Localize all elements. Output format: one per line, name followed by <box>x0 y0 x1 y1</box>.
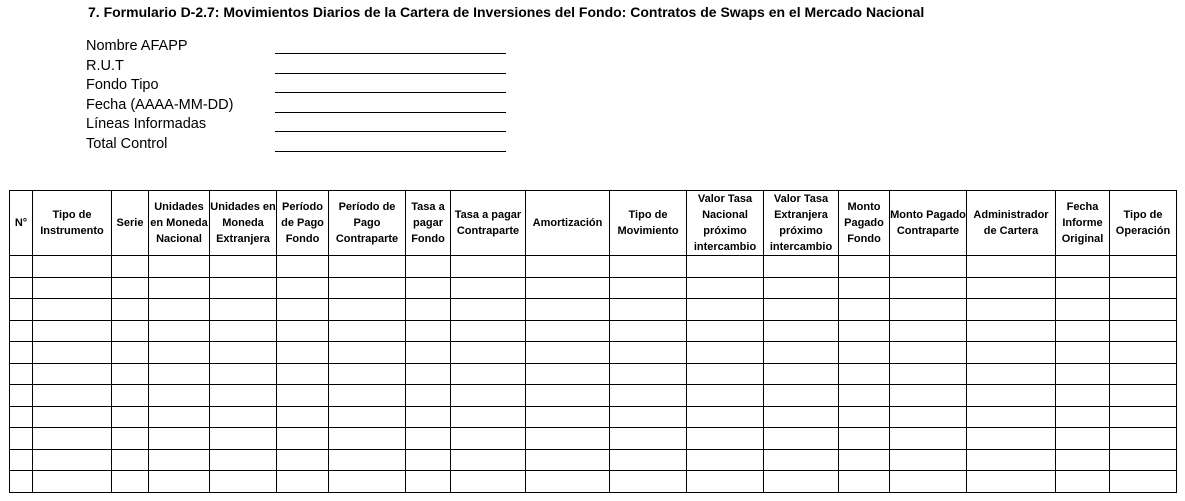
table-cell[interactable] <box>210 428 277 450</box>
table-cell[interactable] <box>610 256 687 278</box>
table-cell[interactable] <box>967 471 1056 493</box>
table-cell[interactable] <box>1056 320 1110 342</box>
table-cell[interactable] <box>1110 428 1177 450</box>
table-cell[interactable] <box>277 277 329 299</box>
table-cell[interactable] <box>839 363 890 385</box>
table-cell[interactable] <box>526 406 610 428</box>
table-cell[interactable] <box>149 406 210 428</box>
column-header: Serie <box>112 191 149 256</box>
table-cell[interactable] <box>764 363 839 385</box>
table-cell[interactable] <box>406 385 451 407</box>
table-cell[interactable] <box>764 385 839 407</box>
table-cell[interactable] <box>277 449 329 471</box>
table-header-row <box>10 191 1177 256</box>
column-header: Período de Pago Fondo <box>277 191 329 256</box>
field-label: Total Control <box>86 135 168 152</box>
table-cell[interactable] <box>10 342 33 364</box>
field-label: R.U.T <box>86 57 124 74</box>
table-cell[interactable] <box>451 299 526 321</box>
table-cell[interactable] <box>149 256 210 278</box>
table-cell[interactable] <box>1056 256 1110 278</box>
table-cell[interactable] <box>890 385 967 407</box>
table-cell[interactable] <box>610 320 687 342</box>
table-cell[interactable] <box>329 363 406 385</box>
table-cell[interactable] <box>277 406 329 428</box>
table-cell[interactable] <box>210 385 277 407</box>
table-cell[interactable] <box>1056 363 1110 385</box>
table-cell[interactable] <box>1110 256 1177 278</box>
table-cell[interactable] <box>210 471 277 493</box>
table-cell[interactable] <box>839 428 890 450</box>
table-cell[interactable] <box>610 299 687 321</box>
table-cell[interactable] <box>10 320 33 342</box>
table-cell[interactable] <box>839 320 890 342</box>
table-cell[interactable] <box>33 277 112 299</box>
table-cell[interactable] <box>329 277 406 299</box>
table-cell[interactable] <box>890 449 967 471</box>
table-cell[interactable] <box>839 406 890 428</box>
table-cell[interactable] <box>406 449 451 471</box>
table-cell[interactable] <box>1110 471 1177 493</box>
column-header: Valor Tasa Extranjera próximo intercambio <box>764 191 839 256</box>
table-cell[interactable] <box>149 299 210 321</box>
table-cell[interactable] <box>277 363 329 385</box>
table-cell[interactable] <box>10 277 33 299</box>
swaps-table <box>9 190 1177 493</box>
table-cell[interactable] <box>610 385 687 407</box>
table-row <box>10 406 1177 428</box>
table-cell[interactable] <box>451 363 526 385</box>
table-cell[interactable] <box>839 342 890 364</box>
table-cell[interactable] <box>890 342 967 364</box>
table-cell[interactable] <box>967 320 1056 342</box>
table-cell[interactable] <box>33 256 112 278</box>
table-cell[interactable] <box>839 471 890 493</box>
table-cell[interactable] <box>210 449 277 471</box>
table-cell[interactable] <box>610 428 687 450</box>
table-cell[interactable] <box>33 299 112 321</box>
table-cell[interactable] <box>329 256 406 278</box>
table-cell[interactable] <box>33 320 112 342</box>
table-cell[interactable] <box>451 449 526 471</box>
table-cell[interactable] <box>839 277 890 299</box>
table-cell[interactable] <box>112 471 149 493</box>
table-cell[interactable] <box>526 256 610 278</box>
table-cell[interactable] <box>277 471 329 493</box>
table-cell[interactable] <box>149 277 210 299</box>
table-cell[interactable] <box>329 428 406 450</box>
table-cell[interactable] <box>329 320 406 342</box>
table-row <box>10 385 1177 407</box>
table-cell[interactable] <box>967 428 1056 450</box>
table-cell[interactable] <box>406 299 451 321</box>
table-cell[interactable] <box>967 342 1056 364</box>
table-cell[interactable] <box>764 299 839 321</box>
table-cell[interactable] <box>890 256 967 278</box>
table-cell[interactable] <box>210 299 277 321</box>
table-cell[interactable] <box>33 428 112 450</box>
table-cell[interactable] <box>687 385 764 407</box>
table-cell[interactable] <box>1056 299 1110 321</box>
table-cell[interactable] <box>10 299 33 321</box>
table-cell[interactable] <box>329 299 406 321</box>
table-cell[interactable] <box>890 320 967 342</box>
table-cell[interactable] <box>890 277 967 299</box>
table-cell[interactable] <box>451 471 526 493</box>
table-row <box>10 342 1177 364</box>
column-header: Tipo de Operación <box>1110 191 1177 256</box>
table-cell[interactable] <box>112 406 149 428</box>
table-cell[interactable] <box>967 299 1056 321</box>
table-cell[interactable] <box>1110 342 1177 364</box>
table-cell[interactable] <box>687 299 764 321</box>
table-cell[interactable] <box>764 471 839 493</box>
form-title: 7. Formulario D-2.7: Movimientos Diarios de la Cartera de Inversiones del Fondo: Contratos de Swaps en el Mercado Nacional <box>88 4 925 20</box>
table-cell[interactable] <box>451 428 526 450</box>
table-cell[interactable] <box>687 449 764 471</box>
table-cell[interactable] <box>687 471 764 493</box>
table-cell[interactable] <box>1110 299 1177 321</box>
table-cell[interactable] <box>112 256 149 278</box>
column-header: Unidades en Moneda Nacional <box>149 191 210 256</box>
field-blank-line[interactable] <box>275 92 506 93</box>
field-label: Fondo Tipo <box>86 77 159 94</box>
field-blank-line[interactable] <box>275 73 506 74</box>
table-row <box>10 363 1177 385</box>
column-header: N° <box>10 191 33 256</box>
field-blank-line[interactable] <box>275 151 506 152</box>
column-header: Fecha Informe Original <box>1056 191 1110 256</box>
table-cell[interactable] <box>1056 277 1110 299</box>
table-row <box>10 256 1177 278</box>
table-cell[interactable] <box>329 385 406 407</box>
field-label: Fecha (AAAA-MM-DD) <box>86 96 234 113</box>
table-cell[interactable] <box>277 385 329 407</box>
table-cell[interactable] <box>277 320 329 342</box>
table-row <box>10 299 1177 321</box>
table-cell[interactable] <box>10 449 33 471</box>
table-cell[interactable] <box>1056 428 1110 450</box>
table-cell[interactable] <box>210 363 277 385</box>
table-cell[interactable] <box>890 406 967 428</box>
table-cell[interactable] <box>406 363 451 385</box>
table-cell[interactable] <box>33 449 112 471</box>
table-cell[interactable] <box>890 363 967 385</box>
table-cell[interactable] <box>610 342 687 364</box>
table-cell[interactable] <box>112 277 149 299</box>
table-cell[interactable] <box>406 428 451 450</box>
column-header: Tipo de Instrumento <box>33 191 112 256</box>
table-row <box>10 471 1177 493</box>
table-cell[interactable] <box>451 406 526 428</box>
table-cell[interactable] <box>406 342 451 364</box>
table-cell[interactable] <box>764 277 839 299</box>
table-cell[interactable] <box>687 277 764 299</box>
table-cell[interactable] <box>526 277 610 299</box>
table-cell[interactable] <box>967 449 1056 471</box>
table-cell[interactable] <box>1056 385 1110 407</box>
column-header: Tasa a pagar Fondo <box>406 191 451 256</box>
field-label: Nombre AFAPP <box>86 38 188 54</box>
table-cell[interactable] <box>687 320 764 342</box>
table-cell[interactable] <box>112 320 149 342</box>
table-cell[interactable] <box>277 256 329 278</box>
column-header: Amortización <box>526 191 610 256</box>
table-cell[interactable] <box>451 320 526 342</box>
table-cell[interactable] <box>33 471 112 493</box>
table-cell[interactable] <box>33 406 112 428</box>
table-cell[interactable] <box>526 428 610 450</box>
table-cell[interactable] <box>890 428 967 450</box>
table-cell[interactable] <box>839 256 890 278</box>
column-header: Administrador de Cartera <box>967 191 1056 256</box>
table-row <box>10 277 1177 299</box>
table-cell[interactable] <box>1110 449 1177 471</box>
table-cell[interactable] <box>406 406 451 428</box>
table-cell[interactable] <box>764 256 839 278</box>
table-cell[interactable] <box>149 385 210 407</box>
table-cell[interactable] <box>967 385 1056 407</box>
table-cell[interactable] <box>112 385 149 407</box>
table-cell[interactable] <box>1110 363 1177 385</box>
table-cell[interactable] <box>687 363 764 385</box>
table-cell[interactable] <box>890 299 967 321</box>
table-cell[interactable] <box>1056 342 1110 364</box>
table-cell[interactable] <box>687 342 764 364</box>
table-cell[interactable] <box>839 449 890 471</box>
table-cell[interactable] <box>210 406 277 428</box>
table-cell[interactable] <box>1056 449 1110 471</box>
table-cell[interactable] <box>687 428 764 450</box>
table-cell[interactable] <box>1056 406 1110 428</box>
field-blank-line[interactable] <box>275 131 506 132</box>
table-cell[interactable] <box>10 428 33 450</box>
field-blank-line[interactable] <box>275 112 506 113</box>
table-cell[interactable] <box>610 471 687 493</box>
table-cell[interactable] <box>210 256 277 278</box>
table-cell[interactable] <box>890 471 967 493</box>
table-cell[interactable] <box>764 342 839 364</box>
column-header: Valor Tasa Nacional próximo intercambio <box>687 191 764 256</box>
field-blank-line[interactable] <box>275 53 506 54</box>
table-row <box>10 428 1177 450</box>
column-header: Unidades en Moneda Extranjera <box>210 191 277 256</box>
table-cell[interactable] <box>406 256 451 278</box>
table-cell[interactable] <box>610 277 687 299</box>
column-header: Monto Pagado Contraparte <box>890 191 967 256</box>
table-cell[interactable] <box>687 406 764 428</box>
table-cell[interactable] <box>451 342 526 364</box>
table-cell[interactable] <box>406 277 451 299</box>
table-cell[interactable] <box>839 385 890 407</box>
table-cell[interactable] <box>610 449 687 471</box>
table-cell[interactable] <box>112 363 149 385</box>
table-cell[interactable] <box>1110 385 1177 407</box>
table-cell[interactable] <box>1056 471 1110 493</box>
table-cell[interactable] <box>610 363 687 385</box>
table-cell[interactable] <box>687 256 764 278</box>
table-cell[interactable] <box>149 342 210 364</box>
table-cell[interactable] <box>764 428 839 450</box>
column-header: Período de Pago Contraparte <box>329 191 406 256</box>
table-cell[interactable] <box>526 342 610 364</box>
table-cell[interactable] <box>406 320 451 342</box>
table-cell[interactable] <box>210 320 277 342</box>
table-cell[interactable] <box>526 471 610 493</box>
table-cell[interactable] <box>112 449 149 471</box>
field-label: Líneas Informadas <box>86 116 207 133</box>
column-header: Monto Pagado Fondo <box>839 191 890 256</box>
table-cell[interactable] <box>329 406 406 428</box>
table-cell[interactable] <box>10 363 33 385</box>
table-row <box>10 449 1177 471</box>
table-cell[interactable] <box>329 342 406 364</box>
table-cell[interactable] <box>10 385 33 407</box>
column-header: Tipo de Movimiento <box>610 191 687 256</box>
table-cell[interactable] <box>329 471 406 493</box>
table-cell[interactable] <box>10 256 33 278</box>
table-row <box>10 320 1177 342</box>
table-cell[interactable] <box>112 342 149 364</box>
table-cell[interactable] <box>10 471 33 493</box>
table-cell[interactable] <box>526 299 610 321</box>
table-cell[interactable] <box>149 471 210 493</box>
table-cell[interactable] <box>149 320 210 342</box>
table-cell[interactable] <box>10 406 33 428</box>
table-cell[interactable] <box>210 342 277 364</box>
table-cell[interactable] <box>210 277 277 299</box>
table-cell[interactable] <box>1110 406 1177 428</box>
table-cell[interactable] <box>277 342 329 364</box>
table-cell[interactable] <box>1110 277 1177 299</box>
table-cell[interactable] <box>277 428 329 450</box>
table-cell[interactable] <box>967 363 1056 385</box>
table-cell[interactable] <box>277 299 329 321</box>
table-cell[interactable] <box>1110 320 1177 342</box>
table-cell[interactable] <box>451 277 526 299</box>
table-cell[interactable] <box>526 363 610 385</box>
table-cell[interactable] <box>149 363 210 385</box>
table-cell[interactable] <box>764 406 839 428</box>
table-cell[interactable] <box>149 428 210 450</box>
table-cell[interactable] <box>967 277 1056 299</box>
table-cell[interactable] <box>764 320 839 342</box>
table-cell[interactable] <box>33 385 112 407</box>
column-header: Tasa a pagar Contraparte <box>451 191 526 256</box>
table-body <box>10 256 1177 493</box>
table-cell[interactable] <box>112 299 149 321</box>
table-cell[interactable] <box>967 256 1056 278</box>
table-cell[interactable] <box>451 256 526 278</box>
table-cell[interactable] <box>764 449 839 471</box>
table-cell[interactable] <box>526 449 610 471</box>
table-cell[interactable] <box>406 471 451 493</box>
table-cell[interactable] <box>839 299 890 321</box>
table-cell[interactable] <box>149 449 210 471</box>
table-cell[interactable] <box>967 406 1056 428</box>
table-cell[interactable] <box>451 385 526 407</box>
table-cell[interactable] <box>329 449 406 471</box>
table-cell[interactable] <box>526 385 610 407</box>
table-cell[interactable] <box>33 342 112 364</box>
table-cell[interactable] <box>610 406 687 428</box>
table-cell[interactable] <box>33 363 112 385</box>
table-cell[interactable] <box>112 428 149 450</box>
table-cell[interactable] <box>526 320 610 342</box>
